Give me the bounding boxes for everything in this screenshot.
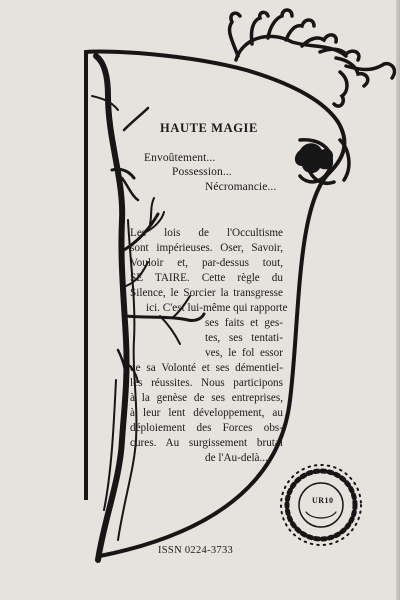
blurb-line: SE TAIRE. Cette règle du [130,272,283,284]
keyword-necromancie: Nécromancie... [205,181,277,193]
blurb-line: déploiement des Forces obs- [130,422,283,434]
blurb-line: ici. C'est lui-même qui rapporte [146,302,288,314]
blurb-line: de sa Volonté et ses démentiel- [130,362,283,374]
blurb-line: à leur lent développement, au [130,407,283,419]
collection-title: HAUTE MAGIE [160,121,258,135]
blurb-line: Vouloir et, par-dessus tout, [130,257,283,269]
keyword-possession: Possession... [172,166,232,178]
publisher-logo-text: UR10 [312,496,334,505]
issn-number: ISSN 0224-3733 [158,545,234,556]
blurb-line: ves, le fol essor [205,347,283,359]
blurb-line: Silence, le Sorcier la transgresse [130,287,283,299]
blurb-line: Les lois de l'Occultisme [130,227,283,239]
blurb-line: cures. Au surgissement brutal [130,437,283,449]
publisher-seal-icon [281,465,361,545]
blurb-line: sont impérieuses. Oser, Savoir, [130,242,283,254]
blurb-line: les réussites. Nous participons [130,377,283,389]
blurb-line: tes, ses tentati- [205,332,283,344]
blurb-line: de l'Au-delà... [205,452,268,464]
blurb-line: à la genèse de ses entreprises, [130,392,283,404]
blurb-line: ses faits et ges- [205,317,283,329]
keyword-envoutement: Envoûtement... [144,152,216,164]
